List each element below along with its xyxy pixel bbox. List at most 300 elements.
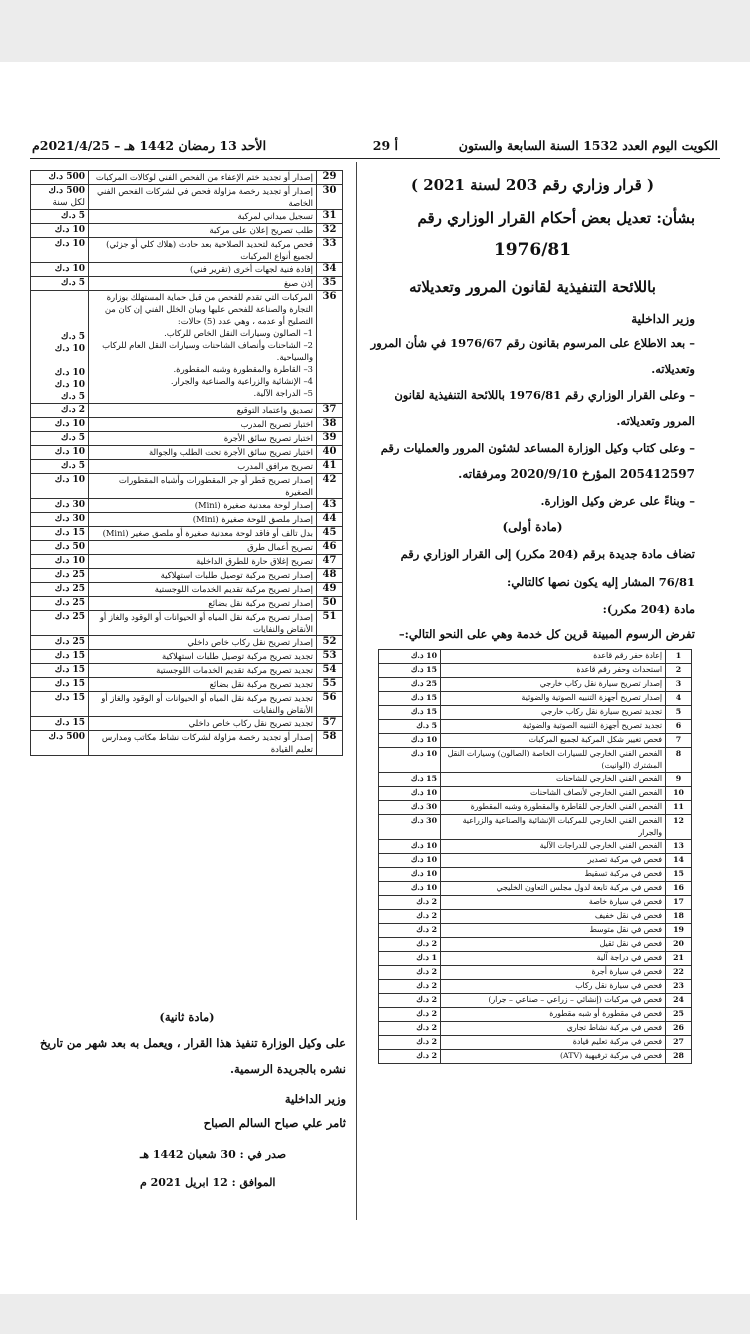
fee-row [379, 748, 692, 773]
fee-amount [31, 583, 89, 597]
row-number: 20 [666, 938, 692, 952]
service-description [89, 291, 317, 404]
fee-amount [31, 238, 89, 263]
row-number: 27 [666, 1036, 692, 1050]
row-number: 57 [317, 717, 343, 731]
row-number: 54 [317, 664, 343, 678]
fee-amount [31, 224, 89, 238]
fee-value: 500 د.ك [48, 186, 85, 196]
fee-row [31, 238, 343, 263]
fee-value: 25 د.ك [54, 612, 85, 622]
fee-amount [31, 418, 89, 432]
row-number: 4 [666, 692, 692, 706]
fee-amount [31, 291, 89, 404]
fee-amount [31, 474, 89, 499]
fee-row [31, 291, 343, 404]
service-description: تجديد تصريح مركبة نقل المياه أو الحيوانات أو الوقود والغاز أو الأنقاض والنفايات [89, 692, 317, 717]
fee-value: 10 د.ك [410, 651, 437, 660]
article-1-line2: 76/81 المشار إليه يكون نصها كالتالي: [507, 575, 695, 589]
service-description: فحص مركبة لتحديد الصلاحية بعد حادث (هلاك كلي أو جزئي) لجميع أنواع المركبات [89, 238, 317, 263]
fee-amount [379, 815, 441, 840]
article-2-line2: نشره بالجريدة الرسمية. [229, 1062, 346, 1076]
fee-row [31, 404, 343, 418]
fee-value: 25 د.ك [54, 598, 85, 608]
fee-row [31, 185, 343, 210]
row-number: 42 [317, 474, 343, 499]
row-number: 5 [666, 706, 692, 720]
row-number: 25 [666, 1008, 692, 1022]
service-description: بدل تالف أو فاقد لوحة معدنية صغيرة أو ملصق صغير (Mini) [89, 527, 317, 541]
fee-value: 10 د.ك [410, 841, 437, 850]
fee-row [31, 541, 343, 555]
service-description: اختبار تصريح سائق الأجرة [89, 432, 317, 446]
preamble-3a: – وعلى كتاب وكيل الوزارة المساعد لشئون المرور والعمليات رقم [380, 441, 695, 455]
row-number: 38 [317, 418, 343, 432]
row-number: 10 [666, 787, 692, 801]
fee-amount [31, 210, 89, 224]
fee-value: 10 د.ك [54, 556, 85, 566]
fee-row [379, 938, 692, 952]
row-number: 49 [317, 583, 343, 597]
fee-value: 5 د.ك [416, 721, 437, 730]
fee-amount [379, 966, 441, 980]
fee-amount [379, 938, 441, 952]
fee-value: 2 د.ك [416, 925, 437, 934]
fee-value: 10 د.ك [410, 735, 437, 744]
fee-value: 30 د.ك [54, 514, 85, 524]
service-description: تصريح إغلاق حارة للطرق الداخلية [89, 555, 317, 569]
service-description: إصدار ملصق للوحة صغيرة (Mini) [89, 513, 317, 527]
fee-row [379, 1008, 692, 1022]
page-number: أ 29 [372, 138, 398, 153]
fee-amount [379, 664, 441, 678]
row-number: 23 [666, 980, 692, 994]
decree-subject-line1: بشأن: تعديل بعض أحكام القرار الوزاري رقم [417, 209, 695, 227]
service-description: تصريح مرافق المدرب [89, 460, 317, 474]
signatory-title: وزير الداخلية [284, 1092, 346, 1106]
fee-amount [31, 185, 89, 210]
fee-amount [31, 446, 89, 460]
fee-amount [379, 1022, 441, 1036]
service-description: تجديد تصريح أجهزة التنبيه الصوتية والضوئية [441, 720, 666, 734]
service-description: تجديد تصريح مركبة توصيل طلبات استهلاكية [89, 650, 317, 664]
row-number: 58 [317, 731, 343, 756]
fee-row [31, 474, 343, 499]
fee-amount [379, 924, 441, 938]
fee-row [31, 418, 343, 432]
fee-row [31, 678, 343, 692]
fee-value: 25 د.ك [410, 679, 437, 688]
row-number: 21 [666, 952, 692, 966]
decree-title: ( قرار وزاري رقم 203 لسنة 2021 ) [410, 176, 655, 194]
row-number: 35 [317, 277, 343, 291]
row-number: 32 [317, 224, 343, 238]
fee-value: 25 د.ك [54, 637, 85, 647]
fee-row [31, 611, 343, 636]
service-description: إفادة فنية لجهات أخرى (تقرير فني) [89, 263, 317, 277]
fee-amount [379, 801, 441, 815]
service-description: تصريح أعمال طرق [89, 541, 317, 555]
row-number: 53 [317, 650, 343, 664]
service-description: فحص في مركبة تابعة لدول مجلس التعاون الخليجي [441, 882, 666, 896]
row-number: 30 [317, 185, 343, 210]
fee-amount [379, 994, 441, 1008]
fee-row [379, 882, 692, 896]
article-2-line1: على وكيل الوزارة تنفيذ هذا القرار ، ويعمل به بعد شهر من تاريخ [40, 1036, 346, 1050]
row-number: 51 [317, 611, 343, 636]
row-number: 48 [317, 569, 343, 583]
fee-value: 15 د.ك [54, 665, 85, 675]
fee-value: 2 د.ك [416, 1037, 437, 1046]
row-number: 55 [317, 678, 343, 692]
fee-row [31, 263, 343, 277]
fee-amount [379, 980, 441, 994]
fee-value: 30 د.ك [54, 500, 85, 510]
service-description: إصدار تصريح قطر أو جر المقطورات وأشباه المقطورات الصغيرة [89, 474, 317, 499]
fee-value: 15 د.ك [54, 651, 85, 661]
row-number: 36 [317, 291, 343, 404]
service-description: فحص في مركبة تعليم قيادة [441, 1036, 666, 1050]
fee-amount [379, 882, 441, 896]
fee-row [31, 636, 343, 650]
fee-row [379, 692, 692, 706]
row-number: 52 [317, 636, 343, 650]
fee-row [31, 664, 343, 678]
service-description: فحص في مركبة تصدير [441, 854, 666, 868]
fee-amount [31, 731, 89, 756]
fee-amount [379, 1036, 441, 1050]
fee-value: 2 د.ك [61, 405, 85, 415]
fee-value: 15 د.ك [410, 693, 437, 702]
fee-amount [31, 569, 89, 583]
fee-amount [31, 555, 89, 569]
column-divider [356, 162, 357, 1220]
row-number: 50 [317, 597, 343, 611]
fee-value: 5 د.ك [61, 278, 85, 288]
service-description: استحداث وحفر رقم قاعدة [441, 664, 666, 678]
article-1-line1: تضاف مادة جديدة برقم (204 مكرر) إلى القرار الوزاري رقم [400, 547, 695, 561]
row-number: 18 [666, 910, 692, 924]
fee-row [31, 210, 343, 224]
service-description: فحص في مركبات (إنشائي – زراعي – صناعي – جرار) [441, 994, 666, 1008]
subitem-fee: 10 د.ك [54, 380, 85, 390]
fee-row [379, 734, 692, 748]
fee-row [379, 994, 692, 1008]
fee-row [379, 924, 692, 938]
fee-amount [379, 787, 441, 801]
service-description: إصدار لوحة معدنية صغيرة (Mini) [89, 499, 317, 513]
fee-row [31, 583, 343, 597]
fee-value: 25 د.ك [54, 570, 85, 580]
fee-value: 5 د.ك [61, 211, 85, 221]
fee-row [31, 650, 343, 664]
fee-value: 10 د.ك [410, 749, 437, 758]
fee-row [31, 731, 343, 756]
fee-value: 15 د.ك [54, 528, 85, 538]
fee-value: 2 د.ك [416, 1009, 437, 1018]
service-description: الفحص الفني الخارجي للمركبات الإنشائية والصناعية والزراعية والجرار [441, 815, 666, 840]
fee-amount [31, 527, 89, 541]
issue-date: الأحد 13 رمضان 1442 هـ – 2021/4/25م [32, 138, 267, 153]
fee-row [379, 910, 692, 924]
row-number: 31 [317, 210, 343, 224]
fee-value: 50 د.ك [54, 542, 85, 552]
fee-row [379, 787, 692, 801]
fee-row [31, 224, 343, 238]
corresponding-date: الموافق : 12 ابريل 2021 م [140, 1176, 276, 1189]
fee-value: 10 د.ك [54, 419, 85, 429]
preamble-1b: وتعديلاته. [651, 362, 695, 376]
service-description: فحص في نقل متوسط [441, 924, 666, 938]
decree-subject-line2: 1976/81 [493, 240, 572, 260]
row-number: 24 [666, 994, 692, 1008]
fees-table-right [378, 649, 692, 1064]
service-description: الفحص الفني الخارجي لأنصاف الشاحنات [441, 787, 666, 801]
header-rule [30, 158, 720, 159]
service-description: فحص في دراجة آلية [441, 952, 666, 966]
signatory-name: ثامر علي صباح السالم الصباح [203, 1116, 346, 1130]
decree-subject-line3: باللائحة التنفيذية لقانون المرور وتعديلاته [409, 278, 656, 296]
row-number: 3 [666, 678, 692, 692]
fee-row [379, 1036, 692, 1050]
row-number: 34 [317, 263, 343, 277]
fee-amount [379, 840, 441, 854]
fee-value: 10 د.ك [54, 475, 85, 485]
service-description: إصدار تصريح نقل ركاب خاص داخلي [89, 636, 317, 650]
fee-row [31, 513, 343, 527]
service-subitem: 5– الدراجة الآلية. [253, 388, 313, 398]
fee-amount [31, 717, 89, 731]
row-number: 17 [666, 896, 692, 910]
fee-amount [31, 404, 89, 418]
service-description: الفحص الفني الخارجي للسيارات الخاصة (الصالون) وسيارات النقل المشترك (الوانيت) [441, 748, 666, 773]
row-number: 44 [317, 513, 343, 527]
fee-row [31, 717, 343, 731]
service-description: فحص في مركبة ترفيهية (ATV) [441, 1050, 666, 1064]
preamble-4: – وبناءً على عرض وكيل الوزارة. [540, 494, 695, 508]
article-2-heading: (مادة ثانية) [159, 1010, 215, 1024]
fee-amount [379, 868, 441, 882]
row-number: 45 [317, 527, 343, 541]
fee-amount [31, 692, 89, 717]
fee-value: 25 د.ك [54, 584, 85, 594]
service-subitem: 3– القاطرة والمقطورة وشبه المقطورة. [173, 364, 313, 374]
row-number: 9 [666, 773, 692, 787]
fee-row [379, 952, 692, 966]
fee-value: 15 د.ك [54, 679, 85, 689]
service-description: اختبار تصريح المدرب [89, 418, 317, 432]
fee-row [379, 678, 692, 692]
fee-row [379, 773, 692, 787]
service-description: تجديد تصريح سيارة نقل ركاب خارجي [441, 706, 666, 720]
fee-row [31, 692, 343, 717]
service-description: الفحص الفني الخارجي للدراجات الآلية [441, 840, 666, 854]
service-description: تجديد تصريح نقل ركاب خاص داخلي [89, 717, 317, 731]
preamble-3b: 205412597 المؤرخ 2020/9/10 ومرفقاته. [458, 467, 695, 481]
row-number: 1 [666, 650, 692, 664]
fee-amount [379, 734, 441, 748]
row-number: 43 [317, 499, 343, 513]
row-number: 19 [666, 924, 692, 938]
service-description: إعادة حفر رقم قاعدة [441, 650, 666, 664]
fee-value: 500 د.ك [48, 732, 85, 742]
fee-amount [379, 650, 441, 664]
fee-value: 15 د.ك [410, 774, 437, 783]
fee-amount [31, 171, 89, 185]
fee-amount [31, 541, 89, 555]
row-number: 15 [666, 868, 692, 882]
service-text: المركبات التي تقدم للفحص من قبل حماية المستهلك بوزارة التجارة والصناعة للفحص عليها وبيان الخلل الفني إن كان من التصليح أو عدمه ، وهي عدد (5) حالات: [104, 292, 313, 326]
fee-row [31, 277, 343, 291]
fee-value: 2 د.ك [416, 981, 437, 990]
fee-row [379, 720, 692, 734]
fee-row [31, 171, 343, 185]
fee-amount [31, 277, 89, 291]
service-description: إصدار تصريح أجهزة التنبيه الصوتية والضوئية [441, 692, 666, 706]
minister-title: وزير الداخلية [631, 312, 695, 326]
article-1-line3: مادة (204 مكرر): [602, 602, 695, 616]
fee-row [379, 1050, 692, 1064]
row-number: 11 [666, 801, 692, 815]
fee-value: 2 د.ك [416, 1023, 437, 1032]
fee-row [379, 980, 692, 994]
service-description: إذن صبغ [89, 277, 317, 291]
fee-row [379, 650, 692, 664]
fee-amount [379, 1008, 441, 1022]
fee-value: 15 د.ك [54, 718, 85, 728]
subitem-fee: 5 د.ك [61, 332, 85, 342]
fee-value: 2 د.ك [416, 995, 437, 1004]
fee-amount [31, 636, 89, 650]
service-description: فحص في سيارة خاصة [441, 896, 666, 910]
service-description: فحص في مقطورة أو شبه مقطورة [441, 1008, 666, 1022]
service-subitem: 2– الشاحنات وأنصاف الشاحنات وسيارات النقل العام للركاب والسياحية. [102, 340, 313, 362]
fee-row [379, 854, 692, 868]
row-number: 2 [666, 664, 692, 678]
row-number: 28 [666, 1050, 692, 1064]
fee-value: 2 د.ك [416, 897, 437, 906]
fee-amount [31, 678, 89, 692]
row-number: 56 [317, 692, 343, 717]
fee-row [31, 555, 343, 569]
fee-value: 10 د.ك [410, 883, 437, 892]
service-description: إصدار تصريح سيارة نقل ركاب خارجي [441, 678, 666, 692]
fee-value: 2 د.ك [416, 911, 437, 920]
preamble-1a: – بعد الاطلاع على المرسوم بقانون رقم 1976/67 في شأن المرور [370, 336, 695, 350]
fee-row [379, 1022, 692, 1036]
fee-amount [379, 1050, 441, 1064]
fee-value: 15 د.ك [410, 707, 437, 716]
service-description: فحص في سيارة نقل ركاب [441, 980, 666, 994]
row-number: 37 [317, 404, 343, 418]
page-header [32, 136, 718, 158]
fee-row [31, 597, 343, 611]
fee-value: 15 د.ك [410, 665, 437, 674]
fee-row [379, 815, 692, 840]
fee-value: 1 د.ك [416, 953, 437, 962]
fee-amount [379, 952, 441, 966]
fee-row [31, 432, 343, 446]
fee-row [379, 664, 692, 678]
service-description: فحص تغيير شكل المركبة لجميع المركبات [441, 734, 666, 748]
fee-row [379, 868, 692, 882]
fee-value: 10 د.ك [54, 239, 85, 249]
service-description: إصدار تصريح مركبة تقديم الخدمات اللوجستية [89, 583, 317, 597]
fee-amount [379, 706, 441, 720]
fee-amount [379, 692, 441, 706]
fee-value: 2 د.ك [416, 939, 437, 948]
fee-value: 5 د.ك [61, 433, 85, 443]
fee-amount [379, 910, 441, 924]
fee-value: 10 د.ك [410, 788, 437, 797]
fee-row [379, 896, 692, 910]
fee-row [379, 966, 692, 980]
row-number: 22 [666, 966, 692, 980]
fee-amount [31, 263, 89, 277]
service-description: إصدار أو تجديد رخصة مزاولة فحص في لشركات الفحص الفني الخاصة [89, 185, 317, 210]
fee-value: 10 د.ك [54, 225, 85, 235]
service-description: الفحص الفني الخارجي للشاحنات [441, 773, 666, 787]
service-subitem: 4– الإنشائية والزراعية والصناعية والجرار. [170, 376, 313, 386]
fee-value: 2 د.ك [416, 967, 437, 976]
issued-date: صدر في : 30 شعبان 1442 هـ [140, 1148, 287, 1161]
fee-value: 10 د.ك [410, 855, 437, 864]
service-description: فحص في سيارة أجرة [441, 966, 666, 980]
row-number: 39 [317, 432, 343, 446]
service-description: تجديد تصريح مركبة نقل بضائع [89, 678, 317, 692]
row-number: 12 [666, 815, 692, 840]
row-number: 16 [666, 882, 692, 896]
fee-value: 10 د.ك [54, 264, 85, 274]
service-description: تسجيل ميداني لمركبة [89, 210, 317, 224]
row-number: 29 [317, 171, 343, 185]
fee-value: 5 د.ك [61, 461, 85, 471]
service-description: الفحص الفني الخارجي للقاطرة والمقطورة وشبه المقطورة [441, 801, 666, 815]
row-number: 14 [666, 854, 692, 868]
fee-amount [31, 513, 89, 527]
row-number: 47 [317, 555, 343, 569]
service-description: إصدار تصريح مركبة توصيل طلبات استهلاكية [89, 569, 317, 583]
row-number: 6 [666, 720, 692, 734]
service-description: فحص في نقل خفيف [441, 910, 666, 924]
fee-amount [31, 460, 89, 474]
fee-amount [379, 678, 441, 692]
row-number: 26 [666, 1022, 692, 1036]
fee-amount [379, 896, 441, 910]
row-number: 33 [317, 238, 343, 263]
fee-amount [31, 650, 89, 664]
fee-row [31, 527, 343, 541]
preamble-2b: المرور وتعديلاته. [616, 414, 695, 428]
preamble-2a: – وعلى القرار الوزاري رقم 1976/81 باللائحة التنفيذية لقانون [394, 388, 695, 402]
subitem-fee: 10 د.ك [54, 344, 85, 354]
fee-value: 10 د.ك [410, 869, 437, 878]
service-description: فحص في مركبة نشاط تجاري [441, 1022, 666, 1036]
fee-value: 30 د.ك [410, 802, 437, 811]
fee-amount [379, 854, 441, 868]
row-number: 46 [317, 541, 343, 555]
article-1-heading: (مادة أولى) [502, 520, 563, 534]
row-number: 40 [317, 446, 343, 460]
fee-amount [31, 611, 89, 636]
fee-amount [31, 664, 89, 678]
fee-value: 500 د.ك [48, 172, 85, 182]
gazette-issue: الكويت اليوم العدد 1532 السنة السابعة والستون [458, 138, 718, 153]
row-number: 13 [666, 840, 692, 854]
fee-amount [31, 432, 89, 446]
service-description: تصديق واعتماد التوقيع [89, 404, 317, 418]
fee-note: لكل سنة [52, 198, 85, 208]
